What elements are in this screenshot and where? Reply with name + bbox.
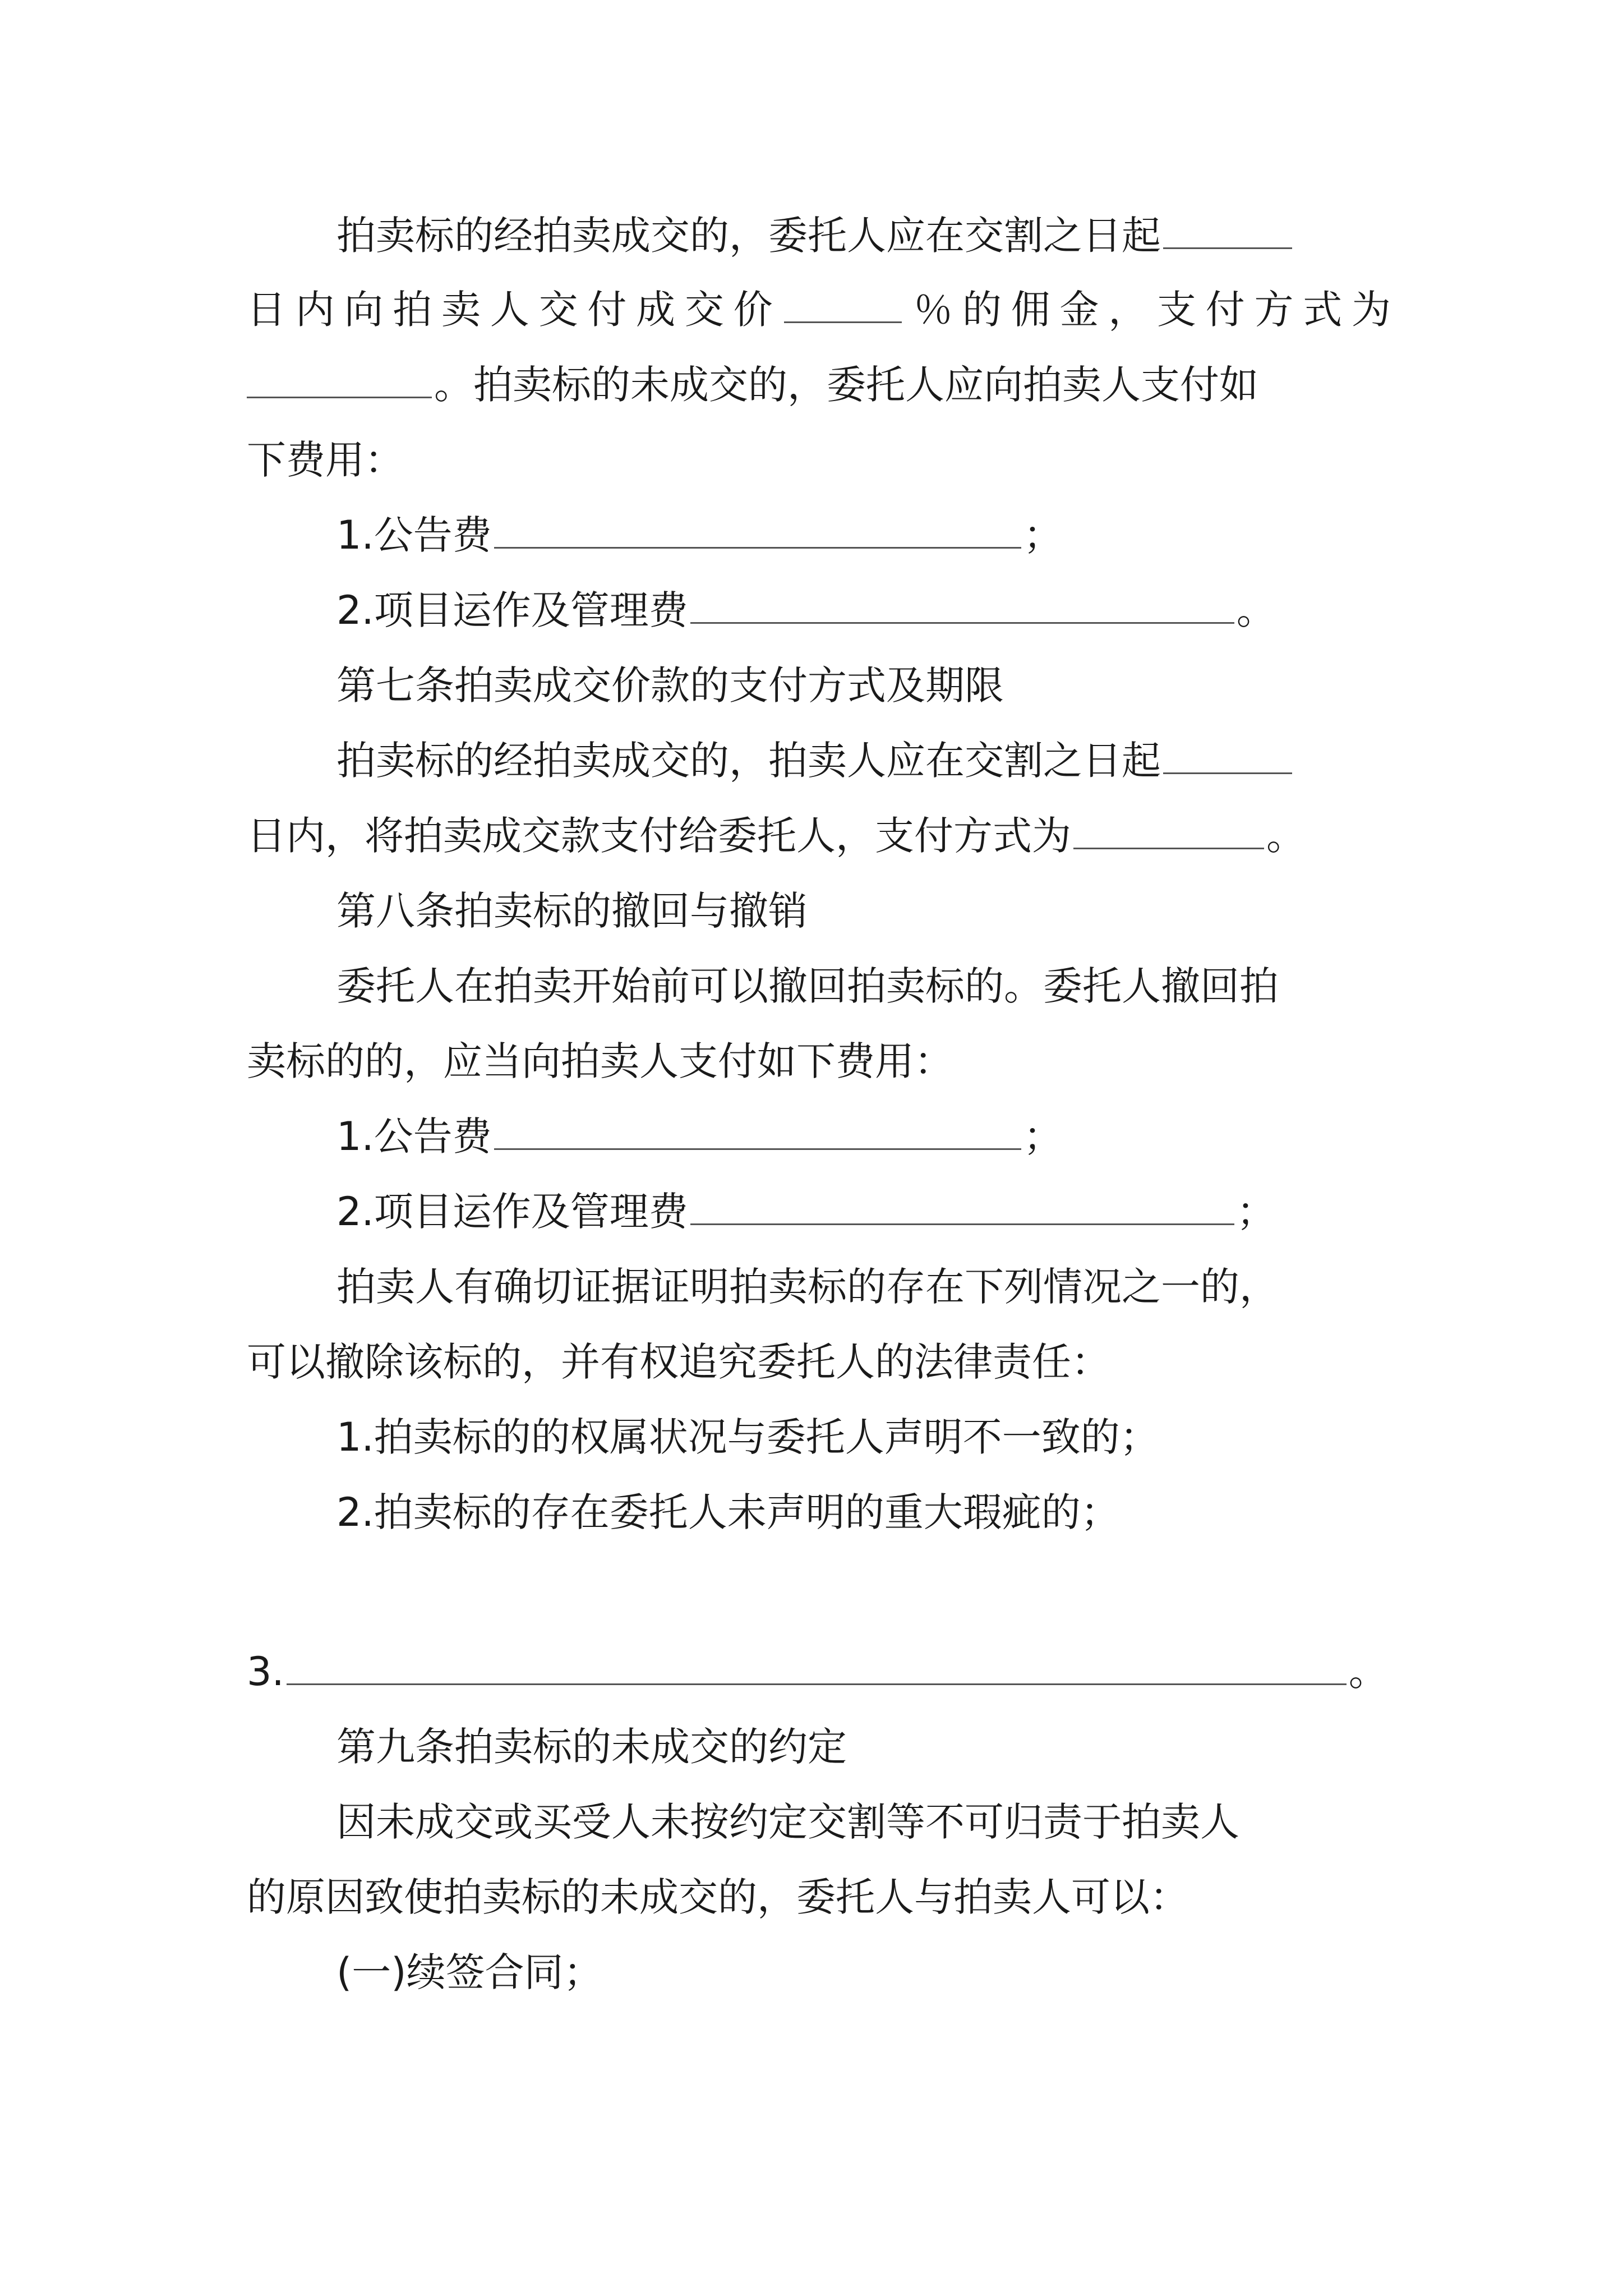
blank-field xyxy=(287,1646,1347,1685)
blank-field xyxy=(784,284,902,323)
blank-field xyxy=(1163,210,1292,249)
blank-field xyxy=(1073,811,1264,849)
text: ％的佣金，支付方式为 xyxy=(904,287,1391,333)
text: 。 xyxy=(1236,587,1276,633)
fee-line xyxy=(336,507,1391,563)
text: 委托人在拍卖开始前可以撤回拍卖标的。委托人撤回拍 xyxy=(336,963,1279,1009)
text-line xyxy=(247,357,1391,413)
text-line xyxy=(336,1794,1391,1850)
text: ； xyxy=(1023,512,1063,558)
text: 日内，将拍卖成交款支付给委托人，支付方式为 xyxy=(247,813,1071,859)
text: ； xyxy=(1023,1114,1063,1159)
text: 2.拍卖标的存在委托人未声明的重大瑕疵的； xyxy=(336,1489,1120,1535)
list-item xyxy=(336,1409,1391,1465)
text-line xyxy=(247,1334,1391,1390)
text-line xyxy=(336,1259,1391,1315)
text-line xyxy=(247,432,1391,488)
fee-line xyxy=(336,582,1391,638)
text: 的原因致使拍卖标的未成交的，委托人与拍卖人可以： xyxy=(247,1874,1189,1920)
text: 拍卖人有确切证据证明拍卖标的存在下列情况之一的， xyxy=(336,1264,1279,1310)
section-heading xyxy=(336,883,1391,939)
text: 拍卖标的经拍卖成交的，拍卖人应在交割之日起 xyxy=(336,738,1161,784)
text-line xyxy=(247,808,1391,864)
text: 1.公告费 xyxy=(336,512,492,558)
text: 2.项目运作及管理费 xyxy=(336,1189,688,1235)
blank-field xyxy=(690,1186,1234,1225)
blank-field xyxy=(690,585,1234,624)
blank-field xyxy=(494,510,1021,549)
text: 2.项目运作及管理费 xyxy=(336,587,688,633)
text-line xyxy=(336,958,1391,1014)
text: 日内向拍卖人交付成交价 xyxy=(247,287,782,333)
text-line xyxy=(336,733,1391,789)
text: 可以撤除该标的，并有权追究委托人的法律责任： xyxy=(247,1339,1110,1385)
text: 1.拍卖标的的权属状况与委托人声明不一致的； xyxy=(336,1414,1159,1460)
blank-field xyxy=(494,1111,1021,1150)
text: 第八条拍卖标的撤回与撤销 xyxy=(336,888,808,934)
text: 拍卖标的经拍卖成交的，委托人应在交割之日起 xyxy=(336,213,1161,259)
list-item xyxy=(336,1484,1391,1540)
text-line xyxy=(336,208,1391,264)
list-item xyxy=(336,1944,1391,2000)
text: 。 xyxy=(1348,1649,1388,1695)
text: 。拍卖标的未成交的，委托人应向拍卖人支付如 xyxy=(434,362,1258,408)
text: 1.公告费 xyxy=(336,1114,492,1159)
text: 卖标的的，应当向拍卖人支付如下费用： xyxy=(247,1038,953,1084)
text: 。 xyxy=(1266,813,1306,859)
fee-line xyxy=(336,1184,1391,1240)
section-heading xyxy=(336,1719,1391,1775)
text: 因未成交或买受人未按约定交割等不可归责于拍卖人 xyxy=(336,1799,1239,1845)
blank-field xyxy=(1163,735,1292,774)
text: 3. xyxy=(247,1649,284,1695)
blank-field xyxy=(247,360,432,398)
section-heading xyxy=(336,657,1391,714)
list-item xyxy=(247,1644,1391,1700)
text: 下费用： xyxy=(247,437,404,483)
text: ； xyxy=(1236,1189,1276,1235)
text-line xyxy=(247,282,1391,338)
text: 第七条拍卖成交价款的支付方式及期限 xyxy=(336,662,1004,708)
text: 第九条拍卖标的未成交的约定 xyxy=(336,1724,847,1770)
text-line xyxy=(247,1869,1391,1925)
fee-line xyxy=(336,1108,1391,1165)
text: (一)续签合同； xyxy=(336,1949,603,1995)
text-line xyxy=(247,1033,1391,1089)
